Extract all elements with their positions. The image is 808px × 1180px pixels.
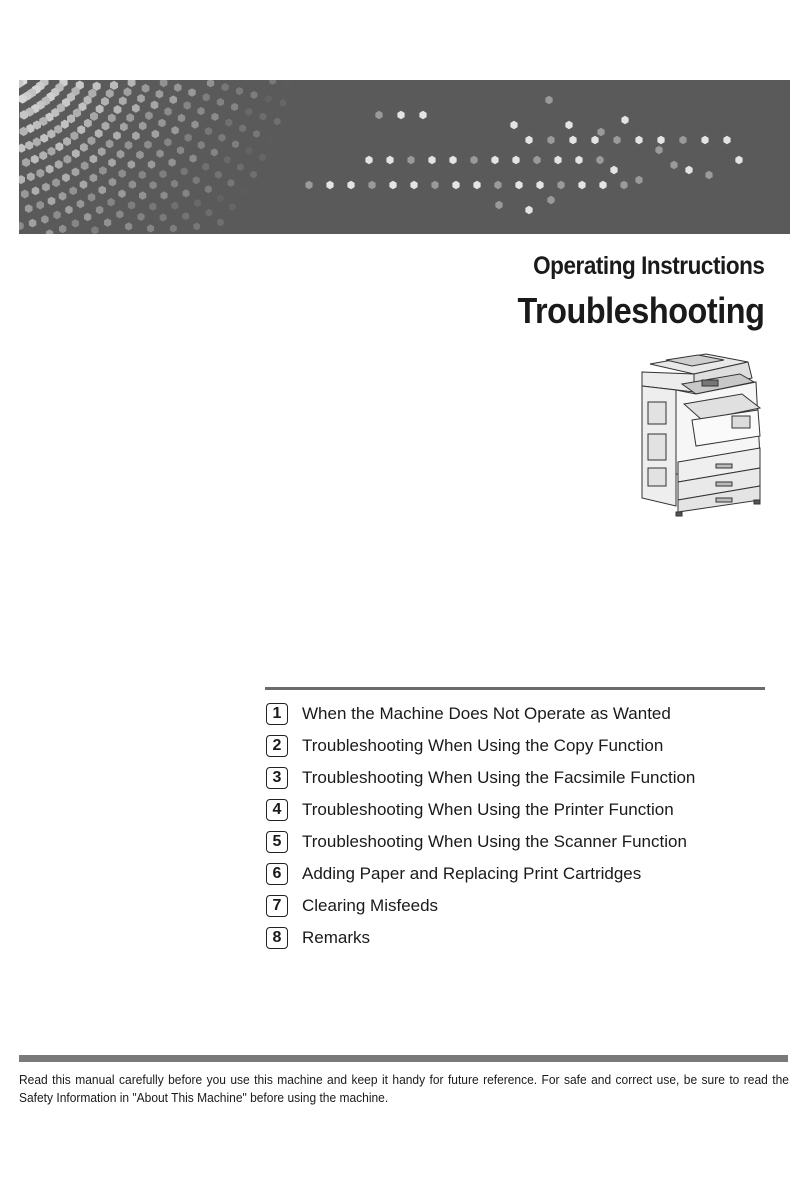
chapter-item[interactable] [266, 826, 766, 858]
chapter-number-badge: 2 [266, 735, 288, 757]
toc-divider [265, 687, 765, 690]
chapter-item[interactable] [266, 698, 766, 730]
safety-notice: Read this manual carefully before you use this machine and keep it handy for future reference. For safe and correct use, be sure to read the Safety Information in "About This Machine" before using the machine. [19, 1073, 789, 1105]
chapter-title: Troubleshooting When Using the Scanner Function [302, 832, 687, 851]
chapter-list [266, 698, 766, 954]
footer-divider [19, 1055, 788, 1062]
chapter-title: Troubleshooting When Using the Copy Function [302, 736, 664, 755]
chapter-item[interactable] [266, 794, 766, 826]
chapter-number-badge: 6 [266, 863, 288, 885]
copier-machine-illustration [636, 350, 768, 522]
hexagon-dot-pattern [19, 80, 790, 234]
chapter-title: Adding Paper and Replacing Print Cartridges [302, 864, 642, 883]
chapter-number-badge: 1 [266, 703, 288, 725]
chapter-number-badge: 7 [266, 895, 288, 917]
chapter-item[interactable] [266, 858, 766, 890]
chapter-number-badge: 3 [266, 767, 288, 789]
chapter-title: Remarks [302, 928, 371, 947]
chapter-title: Troubleshooting When Using the Printer Function [302, 800, 674, 819]
chapter-number-badge: 4 [266, 799, 288, 821]
cover-banner [19, 80, 790, 234]
title-block [490, 250, 764, 334]
chapter-title: Clearing Misfeeds [302, 896, 439, 915]
chapter-item[interactable] [266, 922, 766, 954]
chapter-item[interactable] [266, 762, 766, 794]
chapter-number-badge: 5 [266, 831, 288, 853]
chapter-item[interactable] [266, 890, 766, 922]
chapter-title: When the Machine Does Not Operate as Wanted [302, 704, 671, 723]
chapter-number-badge: 8 [266, 927, 288, 949]
document-subtitle: Operating Instructions [532, 252, 764, 280]
chapter-item[interactable] [266, 730, 766, 762]
document-title: Troubleshooting [516, 290, 764, 331]
chapter-title: Troubleshooting When Using the Facsimile Function [302, 768, 696, 787]
